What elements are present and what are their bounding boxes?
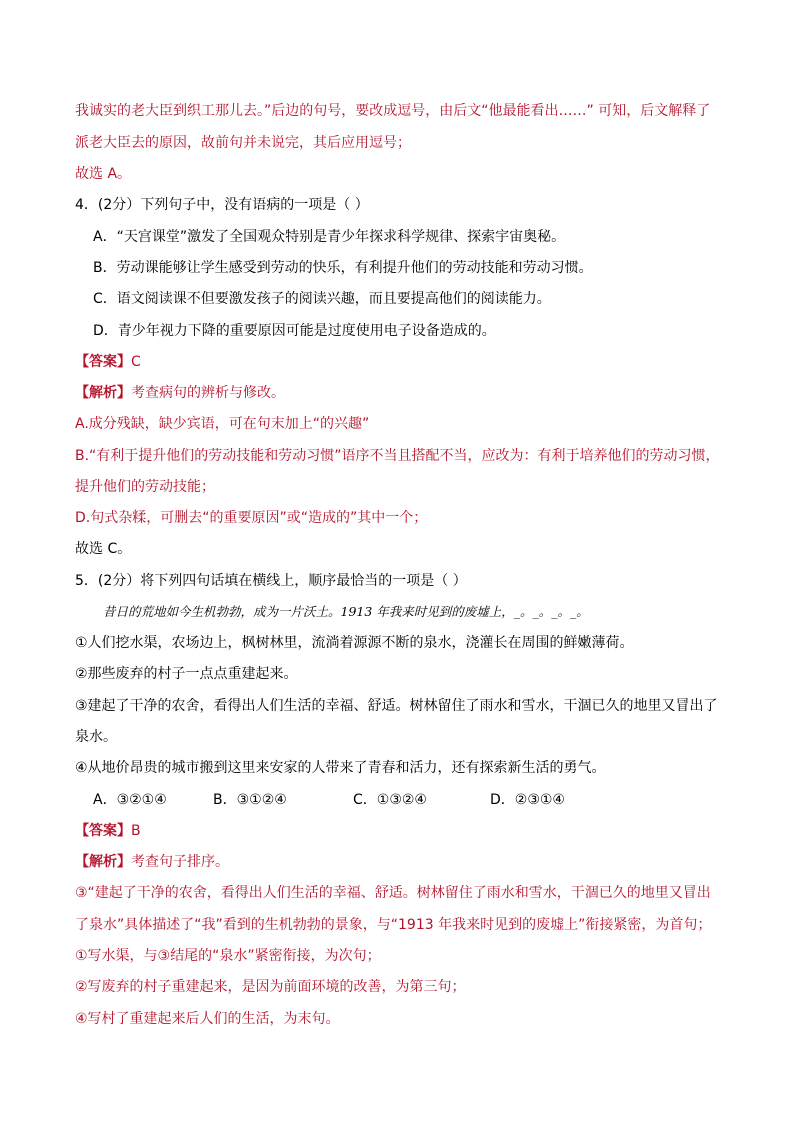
- q5-stem: 5．(2分）将下列四句话填在横线上，顺序最恰当的一项是（ ）: [75, 573, 467, 589]
- q5-note-1-cont: 了泉水”具体描述了“我”看到的生机勃勃的景象，与“1913 年我来时见到的废墟上”衔接紧密，为首句；: [75, 917, 712, 933]
- q4-conclusion: 故选 C。: [75, 541, 132, 557]
- q4-option-d: D．青少年视力下降的重要原因可能是过度使用电子设备造成的。: [93, 323, 496, 339]
- q4-analysis: [75, 383, 285, 403]
- q5-note-3: ②写废弃的村子重建起来，是因为前面环境的改善，为第三句；: [75, 979, 466, 995]
- q4-note-b: B.“有利于提升他们的劳动技能和劳动习惯”语序不当且搭配不当，应改为：有利于培养他们的劳动习惯，: [75, 448, 720, 464]
- q5-analysis-label: 【解析】: [75, 854, 131, 870]
- q4-note-d: D.句式杂糅，可删去“的重要原因”或“造成的”其中一个；: [75, 510, 428, 526]
- q4-analysis-label: 【解析】: [75, 385, 131, 401]
- q5-answer-label: 【答案】: [75, 823, 131, 839]
- q5-sentence-3-cont: 泉水。: [75, 729, 117, 745]
- q4-analysis-text: 考查病句的辨析与修改。: [131, 385, 285, 401]
- q5-analysis: [75, 852, 229, 872]
- q5-sentence-3: ③建起了干净的农舍，看得出人们生活的幸福、舒适。树林留住了雨水和雪水，干涸已久的地里又冒出了: [75, 698, 718, 714]
- q4-option-c: C．语文阅读课不但要激发孩子的阅读兴趣，而且要提高他们的阅读能力。: [93, 291, 551, 307]
- q4-answer: [75, 352, 141, 372]
- q4-answer-value: C: [131, 354, 141, 370]
- q5-note-1: ③“建起了干净的农舍，看得出人们生活的幸福、舒适。树林留住了雨水和雪水，干涸已久的地里又冒出: [75, 885, 711, 901]
- q5-answer: [75, 821, 141, 841]
- q5-option-c: C．①③②④: [353, 792, 427, 808]
- q3-explanation-line-1: 我诚实的老大臣到织工那儿去。”后边的句号，要改成逗号，由后文“他最能看出……” 可知，后文解释了: [75, 103, 711, 119]
- q5-sentence-1: ①人们挖水渠，农场边上，枫树林里，流淌着源源不断的泉水，浇灌长在周围的鲜嫩薄荷。: [75, 635, 634, 651]
- q3-conclusion: 故选 A。: [75, 166, 132, 182]
- q4-note-a: A.成分残缺，缺少宾语，可在句末加上“的兴趣”: [75, 416, 370, 432]
- q4-answer-label: 【答案】: [75, 354, 131, 370]
- q5-answer-value: B: [131, 823, 141, 839]
- q4-option-a: A．“天宫课堂”激发了全国观众特别是青少年探求科学规律、探索宇宙奥秘。: [93, 229, 566, 245]
- q4-note-b-cont: 提升他们的劳动技能；: [75, 479, 215, 495]
- q4-stem: 4．(2分）下列句子中，没有语病的一项是（ ）: [75, 197, 369, 213]
- q5-option-a: A．③②①④: [93, 792, 167, 808]
- q5-sentence-2: ②那些废弃的村子一点点重建起来。: [75, 666, 298, 682]
- q5-passage: 昔日的荒地如今生机勃勃，成为一片沃土。1913 年我来时见到的废墟上，_。_。_。_。: [103, 604, 589, 619]
- q4-option-b: B．劳动课能够让学生感受到劳动的快乐，有利提升他们的劳动技能和劳动习惯。: [93, 260, 593, 276]
- q5-note-2: ①写水渠，与③结尾的“泉水”紧密衔接，为次句；: [75, 948, 381, 964]
- q5-option-b: B．③①②④: [213, 792, 287, 808]
- q5-note-4: ④写村了重建起来后人们的生活，为末句。: [75, 1011, 340, 1027]
- q5-sentence-4: ④从地价昂贵的城市搬到这里来安家的人带来了青春和活力，还有探索新生活的勇气。: [75, 760, 606, 776]
- q3-explanation-line-2: 派老大臣去的原因，故前句并未说完，其后应用逗号；: [75, 135, 411, 151]
- q5-option-d: D．②③①④: [490, 792, 565, 808]
- q5-analysis-text: 考查句子排序。: [131, 854, 229, 870]
